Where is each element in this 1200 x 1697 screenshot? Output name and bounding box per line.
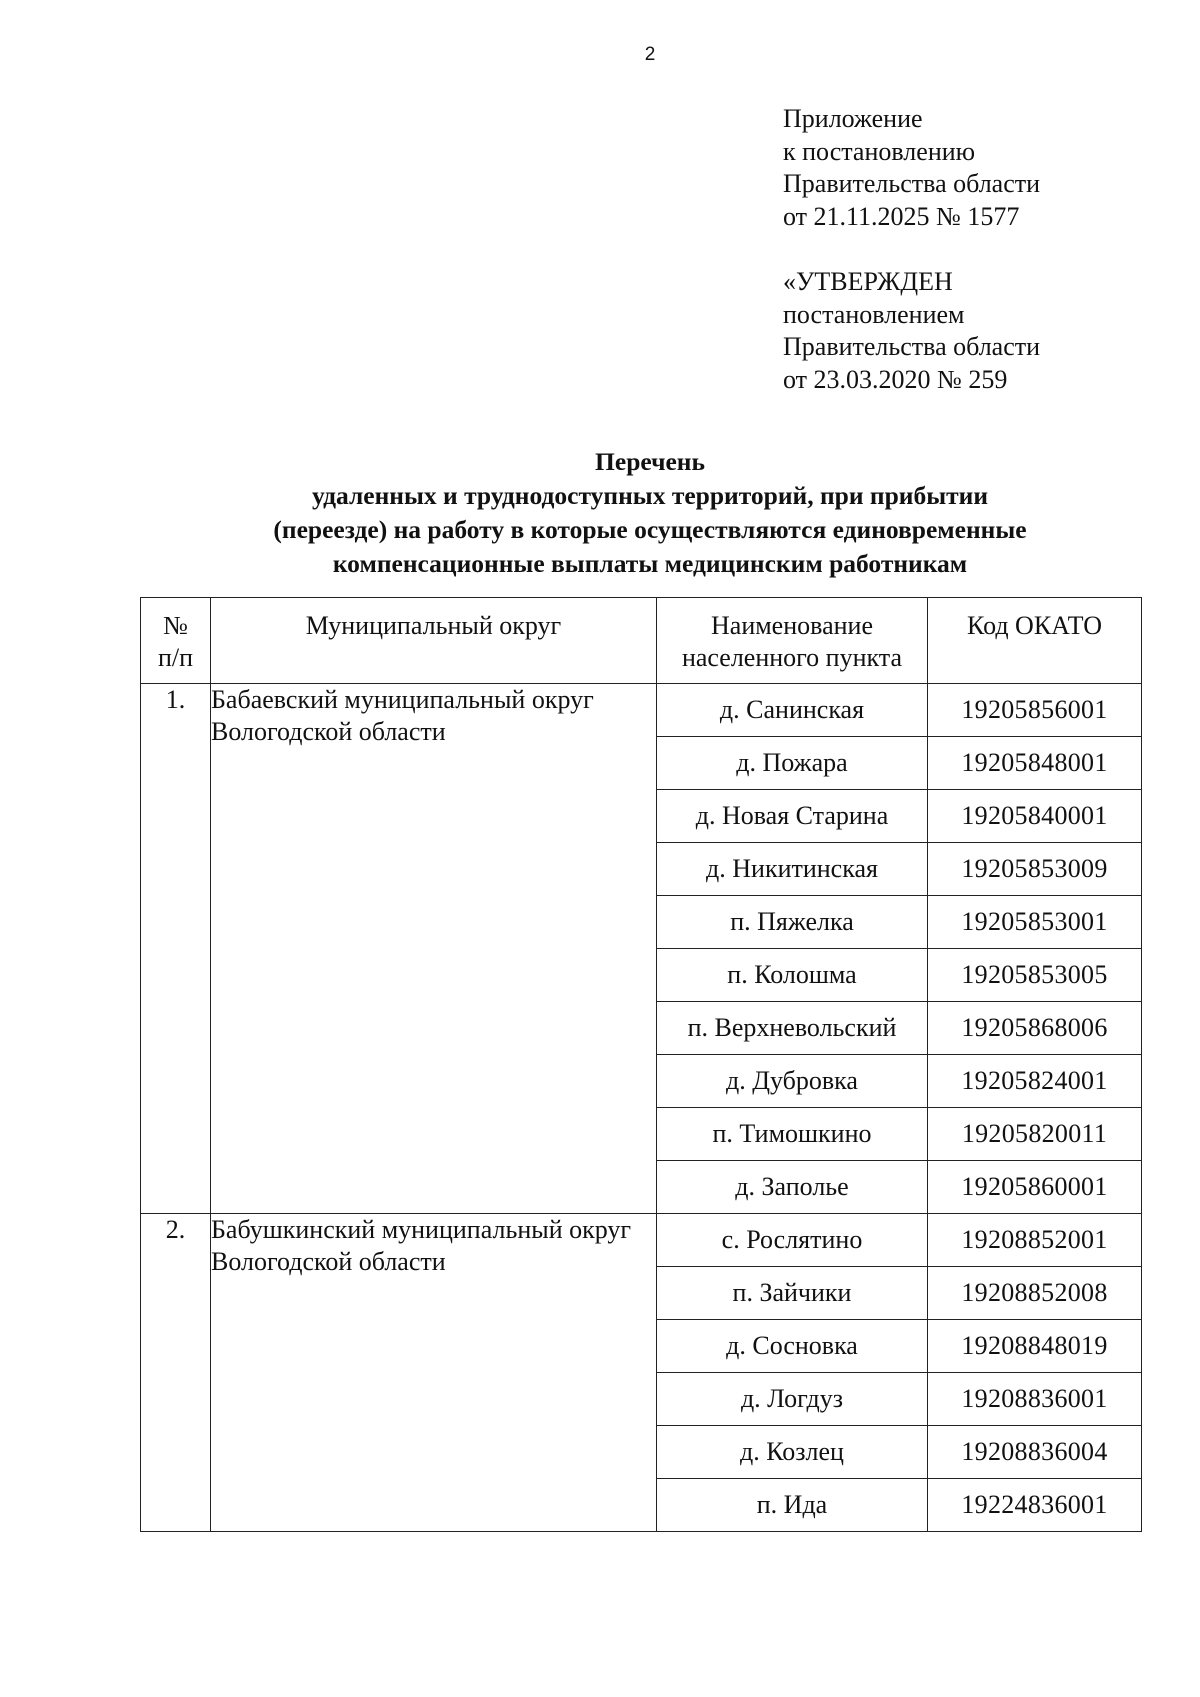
approved-line: «УТВЕРЖДЕН [783, 267, 953, 296]
settlement-name: п. Ида [657, 1479, 928, 1532]
settlement-name: д. Никитинская [657, 843, 928, 896]
settlement-name: с. Рослятино [657, 1214, 928, 1267]
row-number: 1. [141, 684, 211, 1214]
district-name: Бабушкинский муниципальный округ Вологодской области [211, 1214, 657, 1532]
table-row [141, 684, 1142, 737]
title-line: (переезде) на работу в которые осуществляются единовременные [273, 515, 1027, 544]
settlement-name: п. Зайчики [657, 1267, 928, 1320]
settlement-name: п. Пяжелка [657, 896, 928, 949]
header-settlement-line1: Наименование [711, 611, 873, 640]
okato-code: 19205853005 [928, 949, 1142, 1002]
settlement-name: д. Заполье [657, 1161, 928, 1214]
okato-code: 19208836001 [928, 1373, 1142, 1426]
row-number: 2. [141, 1214, 211, 1532]
okato-code: 19208852001 [928, 1214, 1142, 1267]
header-number-line1: № [163, 611, 188, 640]
header-settlement [657, 598, 928, 684]
appendix-line: от 21.11.2025 № 1577 [783, 201, 1020, 231]
settlement-name: д. Пожара [657, 737, 928, 790]
okato-code: 19205840001 [928, 790, 1142, 843]
settlement-name: п. Верхневольский [657, 1002, 928, 1055]
approved-header [783, 266, 1040, 396]
header-number-line2: п/п [157, 643, 194, 672]
page-number: 2 [644, 44, 656, 65]
okato-code: 19205860001 [928, 1161, 1142, 1214]
okato-code: 19205848001 [928, 737, 1142, 790]
settlement-name: д. Козлец [657, 1426, 928, 1479]
okato-code: 19205853001 [928, 896, 1142, 949]
okato-code: 19208852008 [928, 1267, 1142, 1320]
settlement-name: д. Сосновка [657, 1320, 928, 1373]
title-line: компенсационные выплаты медицинским работникам [332, 549, 968, 578]
okato-code: 19224836001 [928, 1479, 1142, 1532]
settlements-table [140, 597, 1142, 1532]
title-line: Перечень [595, 447, 705, 476]
settlement-name: д. Логдуз [657, 1373, 928, 1426]
okato-code: 19205820011 [928, 1108, 1142, 1161]
appendix-line: к постановлению [783, 136, 976, 166]
okato-code: 19208848019 [928, 1320, 1142, 1373]
okato-code: 19205853009 [928, 843, 1142, 896]
approved-line: Правительства области [783, 332, 1041, 361]
district-name: Бабаевский муниципальный округ Вологодской области [211, 684, 657, 1214]
okato-code: 19208836004 [928, 1426, 1142, 1479]
appendix-header [783, 103, 1040, 233]
table-header-row [141, 598, 1142, 684]
approved-line: постановлением [783, 299, 965, 329]
title-line: удаленных и труднодоступных территорий, при прибытии [311, 481, 989, 510]
header-code: Код ОКАТО [928, 598, 1142, 684]
settlement-name: д. Дубровка [657, 1055, 928, 1108]
appendix-line: Приложение [783, 104, 923, 133]
settlement-name: п. Тимошкино [657, 1108, 928, 1161]
settlement-name: д. Санинская [657, 684, 928, 737]
okato-code: 19205856001 [928, 684, 1142, 737]
header-number [141, 598, 211, 684]
appendix-line: Правительства области [783, 169, 1041, 198]
approved-line: от 23.03.2020 № 259 [783, 364, 1008, 394]
table-row [141, 1214, 1142, 1267]
table-body [141, 684, 1142, 1532]
settlement-name: п. Колошма [657, 949, 928, 1002]
okato-code: 19205824001 [928, 1055, 1142, 1108]
header-district: Муниципальный округ [211, 598, 657, 684]
document-title [0, 445, 1200, 581]
settlement-name: д. Новая Старина [657, 790, 928, 843]
header-settlement-line2: населенного пункта [681, 643, 903, 672]
okato-code: 19205868006 [928, 1002, 1142, 1055]
